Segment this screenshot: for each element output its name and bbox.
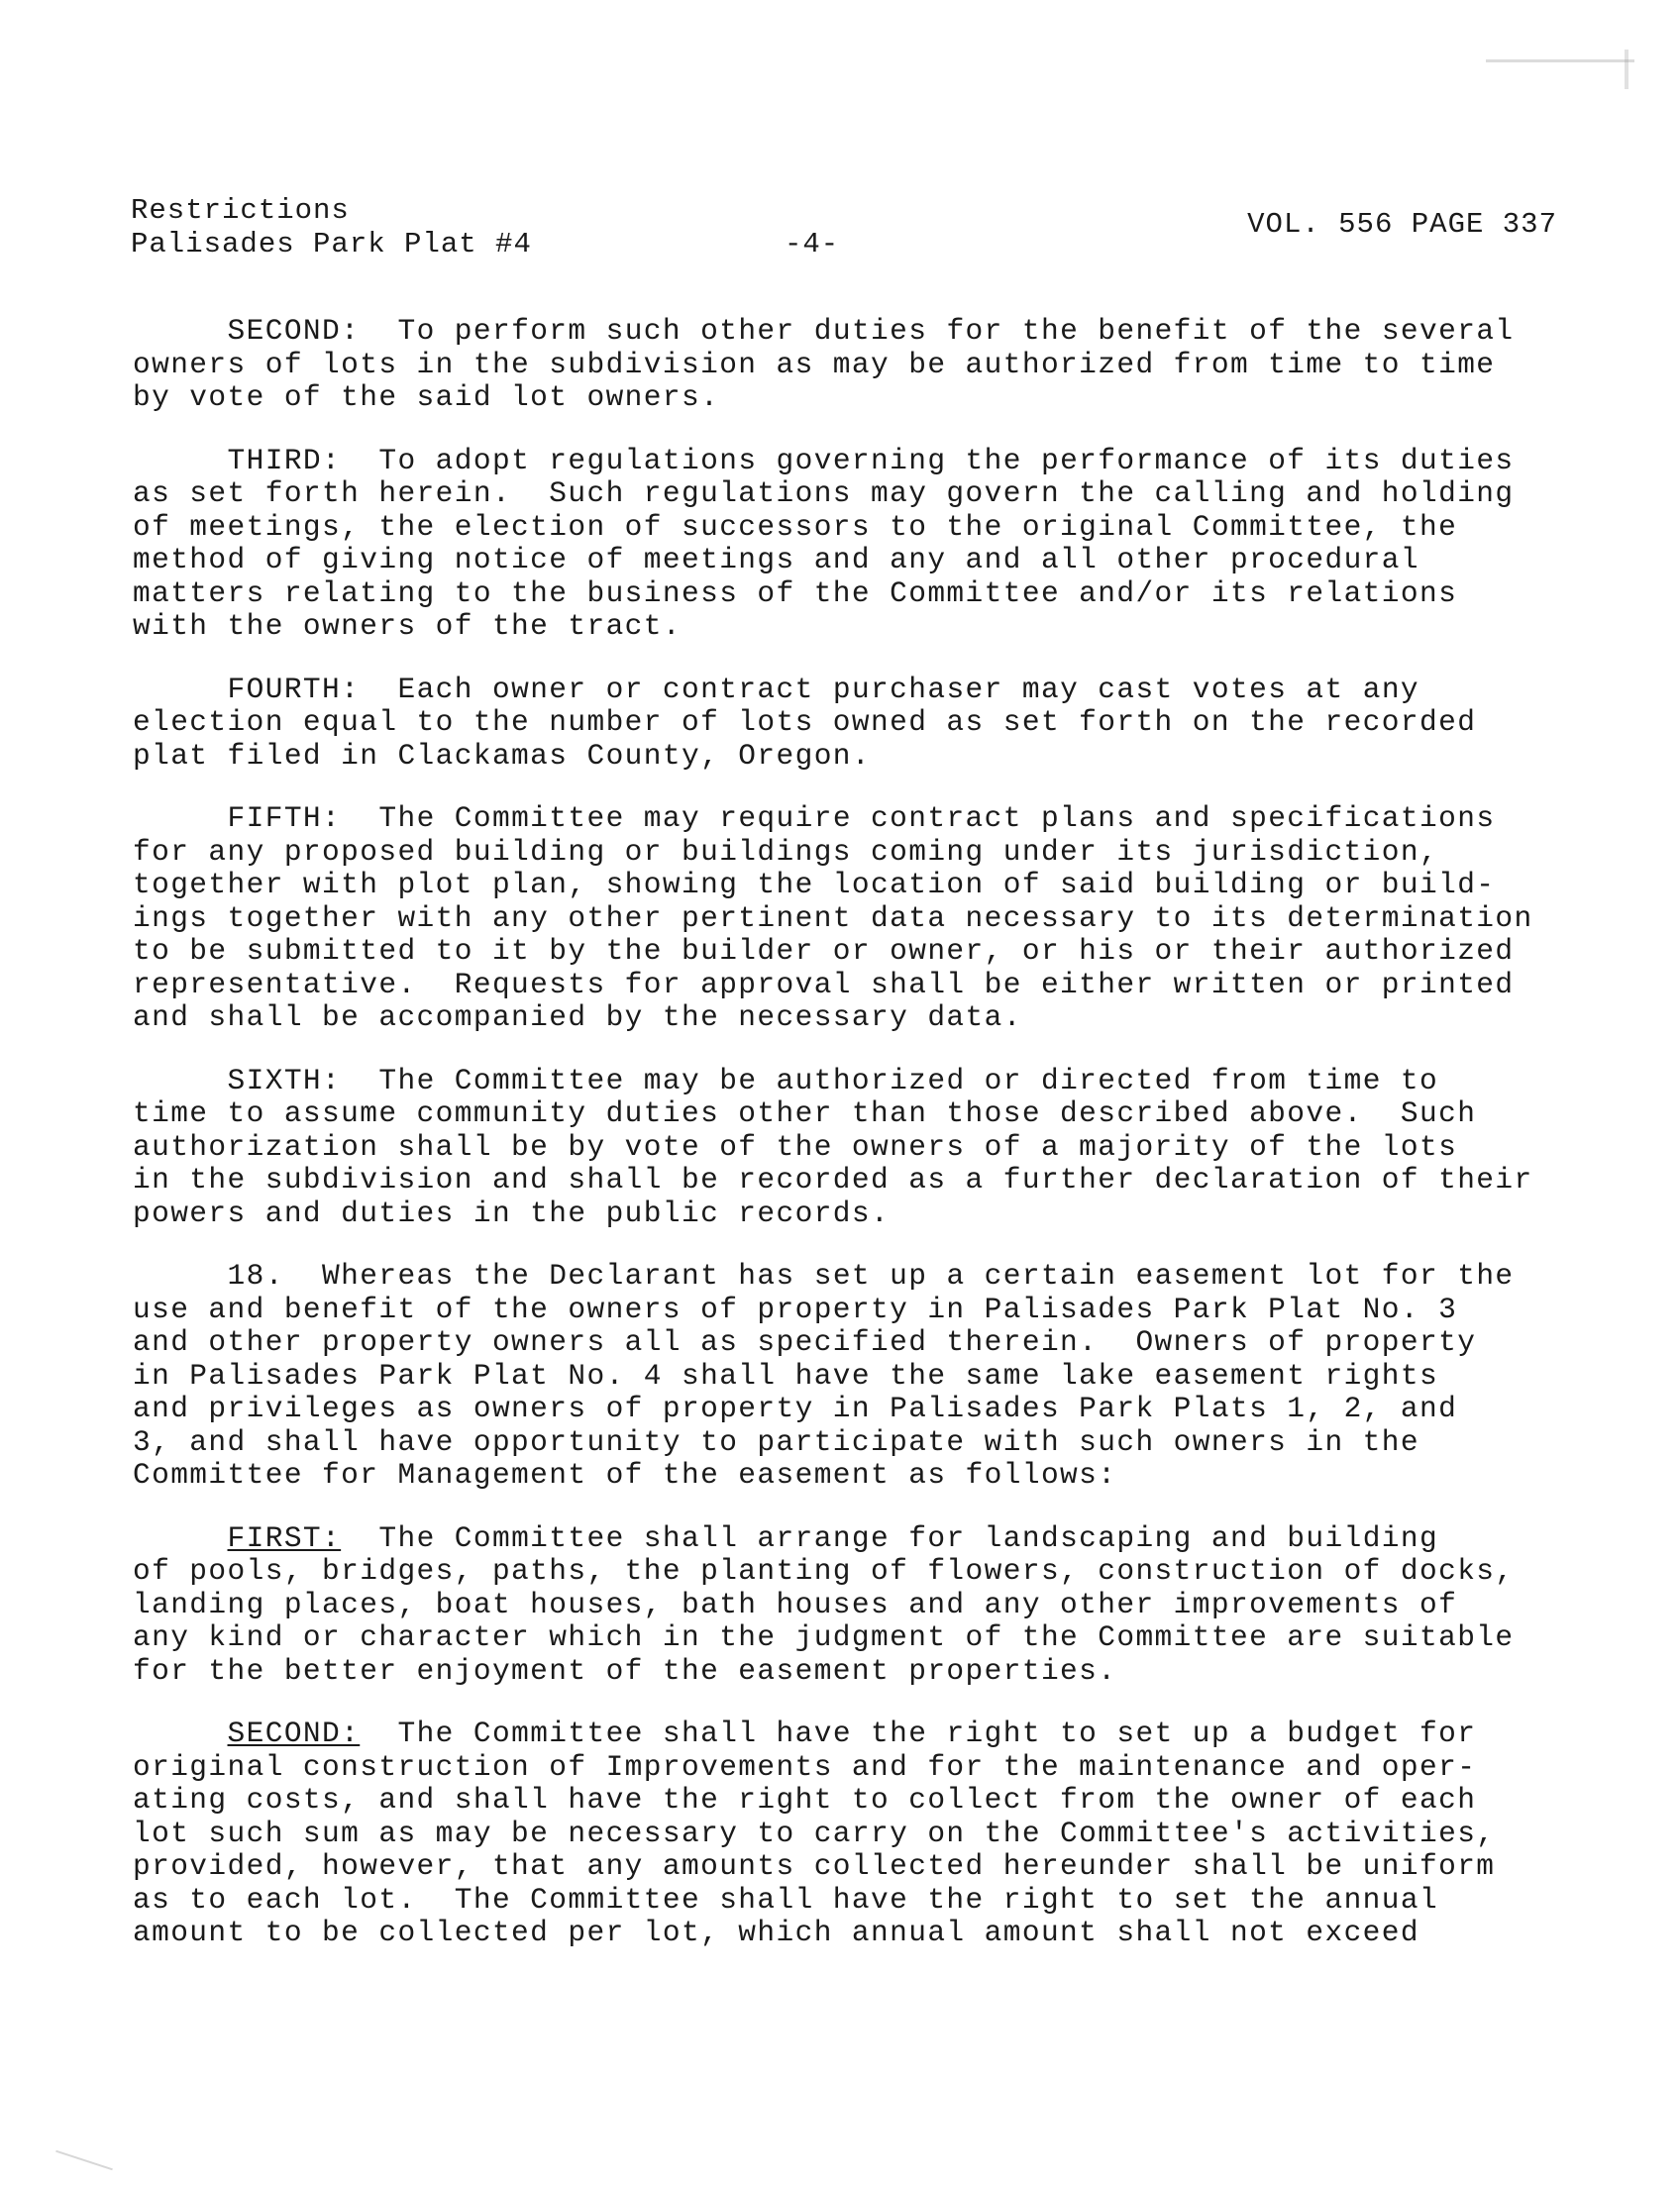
paragraph-line: together with plot plan, showing the location of said building or build- (133, 868, 1496, 901)
paragraph-line (133, 1718, 1589, 1751)
paragraph-line (133, 674, 1589, 707)
paragraph-line (133, 802, 1589, 836)
paragraph-line: plat filed in Clackamas County, Oregon. (133, 738, 872, 773)
paragraph-lead: SIXTH: (227, 1063, 342, 1097)
paragraph-line: provided, however, that any amounts collected hereunder shall be uniform (133, 1849, 1496, 1883)
paragraph-second (133, 315, 1589, 415)
paragraph-line: any kind or character which in the judgment of the Committee are suitable (133, 1620, 1515, 1654)
paragraph-line: ating costs, and shall have the right to collect from the owner of each (133, 1783, 1477, 1817)
paragraph-line: for any proposed building or buildings coming under its jurisdiction, (133, 834, 1439, 869)
paragraph-line: Committee for Management of the easement as follows: (133, 1458, 1117, 1492)
paragraph-lead: SECOND: (227, 314, 361, 348)
paragraph-sixth (133, 1065, 1589, 1231)
paragraph-line (133, 315, 1589, 349)
paragraph-line: of pools, bridges, paths, the planting of flowers, construction of docks, (133, 1554, 1515, 1588)
scan-speck (1486, 59, 1634, 62)
paragraph-easement-second (133, 1718, 1589, 1950)
paragraph-line: 3, and shall have opportunity to participate with such owners in the (133, 1424, 1419, 1459)
paragraph-line: and shall be accompanied by the necessary data. (133, 1000, 1022, 1034)
paragraph-lead: FIRST: (227, 1520, 342, 1555)
paragraph-line: method of giving notice of meetings and any and all other procedural (133, 543, 1419, 576)
paragraph-easement-first (133, 1522, 1589, 1689)
paragraph-line (133, 1522, 1589, 1556)
paragraph-line: and other property owners all as specified therein. Owners of property (133, 1325, 1477, 1359)
paragraph-line: authorization shall be by vote of the owners of a majority of the lots (133, 1129, 1458, 1164)
paragraph-line (133, 1065, 1589, 1098)
paragraph-line: for the better enjoyment of the easement properties. (133, 1653, 1117, 1688)
paragraph-lead: FOURTH: (227, 672, 361, 706)
paragraph-third (133, 445, 1589, 644)
paragraph-line: time to assume community duties other than those described above. Such (133, 1096, 1477, 1130)
page-number: -4- (785, 228, 840, 260)
paragraph-text: The Committee may be authorized or directed from time to (378, 1063, 1439, 1097)
paragraph-line: as set forth herein. Such regulations may govern the calling and holding (133, 476, 1515, 510)
paragraph-line: powers and duties in the public records. (133, 1196, 891, 1230)
paragraph-line (133, 445, 1589, 478)
paragraph-fourth (133, 674, 1589, 774)
paragraph-lead: THIRD: (227, 443, 342, 477)
document-title (131, 194, 532, 261)
paragraph-text: To adopt regulations governing the performance of its duties (378, 443, 1515, 477)
paragraph-line: election equal to the number of lots owned as set forth on the recorded (133, 705, 1477, 739)
paragraph-text: Each owner or contract purchaser may cast votes at any (397, 672, 1420, 706)
paragraph-text: To perform such other duties for the benefit of the several (397, 314, 1515, 348)
paragraph-line: owners of lots in the subdivision as may be authorized from time to time (133, 347, 1496, 381)
paragraph-line: amount to be collected per lot, which annual amount shall not exceed (133, 1916, 1419, 1949)
paragraph-line: by vote of the said lot owners. (133, 380, 720, 414)
volume-page-reference: VOL. 556 PAGE 337 (1247, 208, 1557, 241)
paragraph-fifth (133, 802, 1589, 1035)
paragraph-line: matters relating to the business of the Committee and/or its relations (133, 575, 1458, 610)
paragraph-number: 18. (227, 1259, 284, 1293)
paragraph-line: ings together with any other pertinent data necessary to its determination (133, 900, 1533, 935)
paragraph-line: representative. Requests for approval shall be either written or printed (133, 967, 1515, 1001)
paragraph-line: in Palisades Park Plat No. 4 shall have the same lake easement rights (133, 1358, 1439, 1393)
paragraph-lead: SECOND: (227, 1717, 361, 1750)
paragraph-line: original construction of Improvements and for the maintenance and oper- (133, 1749, 1477, 1784)
paragraph-line: as to each lot. The Committee shall have the right to set the annual (133, 1882, 1439, 1917)
document-body (133, 315, 1589, 1980)
paragraph-text: The Committee shall have the right to set up a budget for (397, 1717, 1477, 1750)
page-header (131, 194, 1557, 263)
paragraph-18 (133, 1260, 1589, 1493)
paragraph-line: of meetings, the election of successors to the original Committee, the (133, 509, 1458, 544)
paragraph-line: lot such sum as may be necessary to carry on the Committee's activities, (133, 1816, 1496, 1850)
paragraph-line: and privileges as owners of property in Palisades Park Plats 1, 2, and (133, 1392, 1458, 1425)
paragraph-lead: FIFTH: (227, 801, 342, 835)
paragraph-text: The Committee shall arrange for landscaping and building (378, 1520, 1439, 1555)
paragraph-text: The Committee may require contract plans and specifications (378, 801, 1496, 835)
paragraph-line: in the subdivision and shall be recorded as a further declaration of their (133, 1163, 1533, 1197)
paragraph-line (133, 1260, 1589, 1294)
paragraph-line: use and benefit of the owners of property in Palisades Park Plat No. 3 (133, 1292, 1458, 1326)
scan-speck (1625, 50, 1628, 89)
title-line-2: Palisades Park Plat #4 (131, 228, 532, 260)
paragraph-line: to be submitted to it by the builder or owner, or his or their authorized (133, 934, 1515, 968)
paragraph-line: with the owners of the tract. (133, 609, 682, 643)
scan-speck (55, 2150, 113, 2170)
paragraph-text: Whereas the Declarant has set up a certain easement lot for the (322, 1259, 1515, 1293)
title-line-1: Restrictions (131, 194, 350, 227)
paragraph-line: landing places, boat houses, bath houses and any other improvements of (133, 1587, 1458, 1621)
